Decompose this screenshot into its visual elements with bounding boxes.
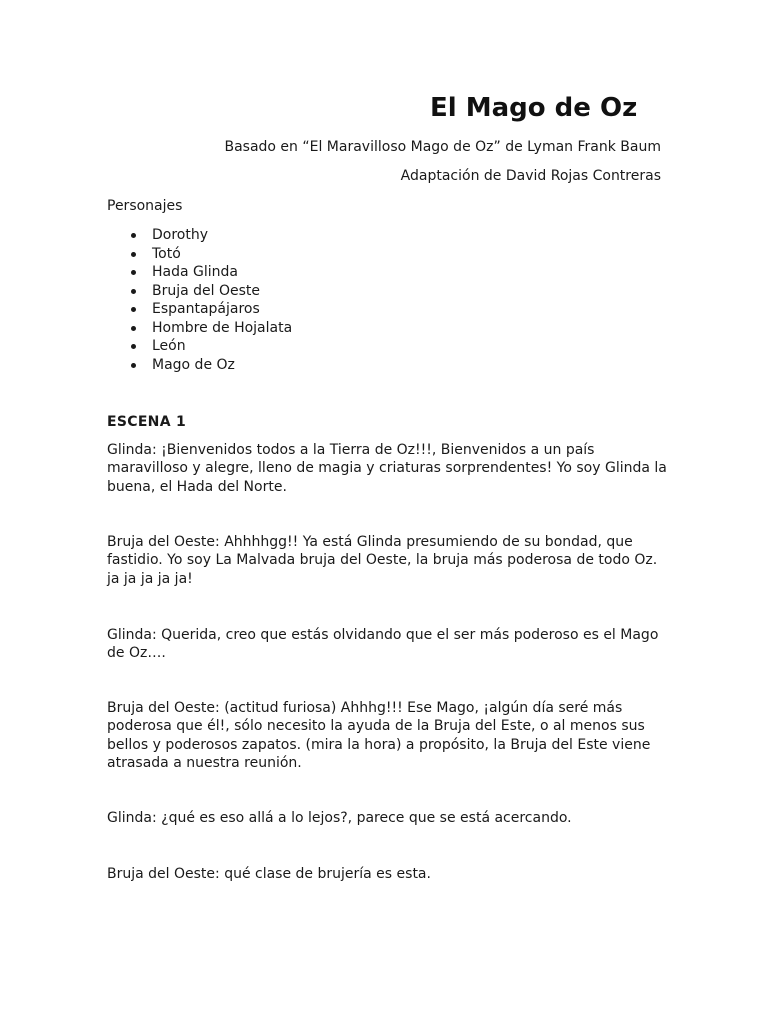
- cast-item-espantapajaros: Espantapájaros: [107, 300, 292, 319]
- dialogue-paragraph: Glinda: ¡Bienvenidos todos a la Tierra de Oz!!!, Bienvenidos a un país maravilloso y alegre, lleno de magia y criaturas sorprendentes! Yo soy Glinda la buena, el Hada del Norte.: [107, 442, 667, 495]
- document-title: El Mago de Oz: [430, 93, 638, 123]
- dialogue-paragraph: Bruja del Oeste: Ahhhhgg!! Ya está Glinda presumiendo de su bondad, que fastidio. Yo soy La Malvada bruja del Oeste, la bruja más poderosa de todo Oz. ja ja ja ja ja!: [107, 534, 658, 587]
- cast-heading: Personajes: [107, 198, 183, 214]
- adaptation-credit: Adaptación de David Rojas Contreras: [400, 168, 661, 184]
- document-subtitle: Basado en “El Maravilloso Mago de Oz” de Lyman Frank Baum: [224, 139, 661, 155]
- dialogue-paragraph: Glinda: ¿qué es eso allá a lo lejos?, parece que se está acercando.: [107, 810, 572, 826]
- cast-item-mago-de-oz: Mago de Oz: [107, 356, 292, 375]
- cast-item-hada-glinda: Hada Glinda: [107, 263, 292, 282]
- cast-item-toto: Totó: [107, 245, 292, 264]
- dialogue-paragraph: Bruja del Oeste: qué clase de brujería es esta.: [107, 866, 431, 882]
- dialogue-paragraph: Bruja del Oeste: (actitud furiosa) Ahhhg!!! Ese Mago, ¡algún día seré más poderosa que él!, sólo necesito la ayuda de la Bruja del Este, o al menos sus bellos y poderosos zapatos. (mira la hora) a propósito, la Bruja del Este viene atrasada a nuestra reunión.: [107, 700, 651, 771]
- dialogue-paragraph: Glinda: Querida, creo que estás olvidando que el ser más poderoso es el Mago de Oz….: [107, 627, 659, 662]
- cast-item-hombre-de-hojalata: Hombre de Hojalata: [107, 319, 292, 338]
- scene-title: ESCENA 1: [107, 414, 187, 430]
- cast-item-bruja-del-oeste: Bruja del Oeste: [107, 282, 292, 301]
- cast-item-dorothy: Dorothy: [107, 226, 292, 245]
- cast-item-leon: León: [107, 337, 292, 356]
- cast-list: [107, 226, 292, 374]
